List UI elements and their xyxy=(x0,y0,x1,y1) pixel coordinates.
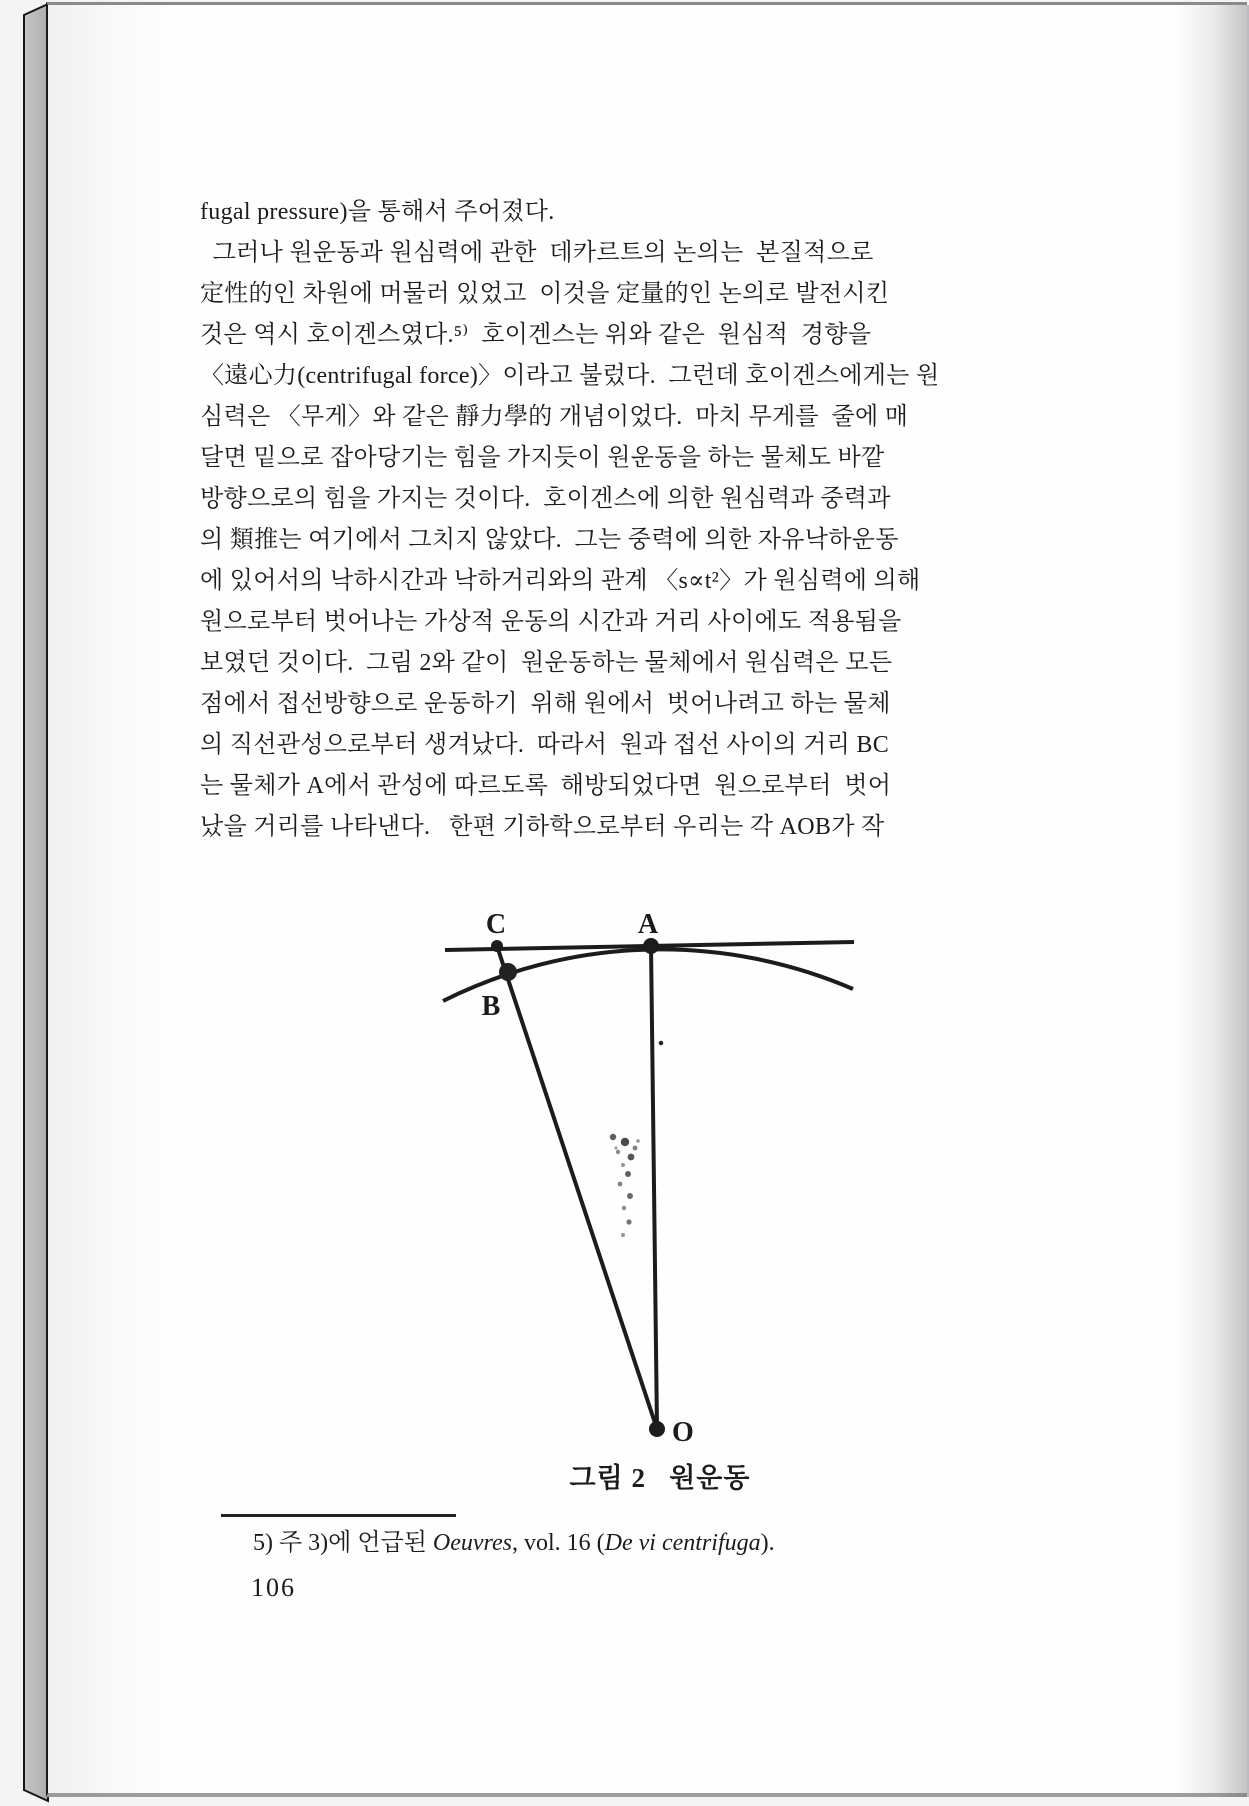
point-a-dot xyxy=(643,938,659,954)
text-line: 심력은 〈무게〉와 같은 靜力學的 개념이었다. 마치 무게를 줄에 매 xyxy=(200,404,909,430)
footnote-work-title: Oeuvres xyxy=(432,1530,512,1556)
text-line: 定性的인 차원에 머물러 있었고 이것을 定量的인 논의로 발전시킨 xyxy=(200,281,890,307)
text-line: 에 있어서의 낙하시간과 낙하거리와의 관계 〈s∝t²〉가 원심력에 의해 xyxy=(200,568,921,594)
point-c-label: C xyxy=(485,909,507,940)
text-line: 의 직선관성으로부터 생겨났다. 따라서 원과 접선 사이의 거리 BC xyxy=(200,732,890,758)
figure-circular-motion-diagram xyxy=(380,905,940,1465)
text-line: 는 물체가 A에서 관성에 따르도록 해방되었다면 원으로부터 벗어 xyxy=(200,773,892,799)
text-line: 점에서 접선방향으로 운동하기 위해 원에서 벗어나려고 하는 물체 xyxy=(200,691,891,717)
text-line: 보였던 것이다. 그림 2와 같이 원운동하는 물체에서 원심력은 모든 xyxy=(200,650,893,676)
footnote-divider xyxy=(221,1514,456,1517)
text-line: 〈遠心力(centrifugal force)〉이라고 불렀다. 그런데 호이겐스에게는 원 xyxy=(200,363,940,389)
text-line: 원으로부터 벗어나는 가상적 운동의 시간과 거리 사이에도 적용됨을 xyxy=(200,609,902,635)
line-o-to-a xyxy=(651,945,657,1429)
figure-caption: 그림 2 원운동 xyxy=(569,1463,751,1493)
text-line: 의 類推는 여기에서 그치지 않았다. 그는 중력에 의한 자유낙하운동 xyxy=(200,527,899,553)
text-line: 그러나 원운동과 원심력에 관한 데카르트의 논의는 본질적으로 xyxy=(200,240,874,266)
footnote-text: 5) 주 3)에 언급된 xyxy=(253,1530,433,1556)
print-speck xyxy=(659,1041,664,1046)
footnote-work-subtitle: De vi centrifuga xyxy=(604,1530,761,1556)
point-b-dot xyxy=(499,963,517,981)
main-text-block xyxy=(200,192,942,848)
footnote-text: , vol. 16 ( xyxy=(511,1530,605,1556)
text-line: 방향으로의 힘을 가지는 것이다. 호이겐스에 의한 원심력과 중력과 xyxy=(200,486,891,512)
text-line: 달면 밑으로 잡아당기는 힘을 가지듯이 원운동을 하는 물체도 바깥 xyxy=(200,445,885,471)
point-a-label: A xyxy=(637,909,659,940)
text-line: fugal pressure)을 통해서 주어졌다. xyxy=(200,199,555,225)
text-line: 났을 거리를 나타낸다. 한편 기하학으로부터 우리는 각 AOB가 작 xyxy=(200,814,885,840)
text-line: 것은 역시 호이겐스였다.⁵⁾ 호이겐스는 위와 같은 원심적 경향을 xyxy=(200,322,872,348)
page-number: 106 xyxy=(251,1573,296,1602)
spine-polygon xyxy=(24,4,48,1801)
ink-smudge xyxy=(610,1134,640,1237)
footnote xyxy=(253,1522,953,1557)
point-b-label: B xyxy=(481,991,501,1022)
footnote-text: ). xyxy=(760,1530,775,1556)
point-o-label: O xyxy=(672,1417,694,1448)
point-c-dot xyxy=(491,940,503,952)
line-o-to-c xyxy=(497,946,657,1429)
point-o-dot xyxy=(649,1421,665,1437)
